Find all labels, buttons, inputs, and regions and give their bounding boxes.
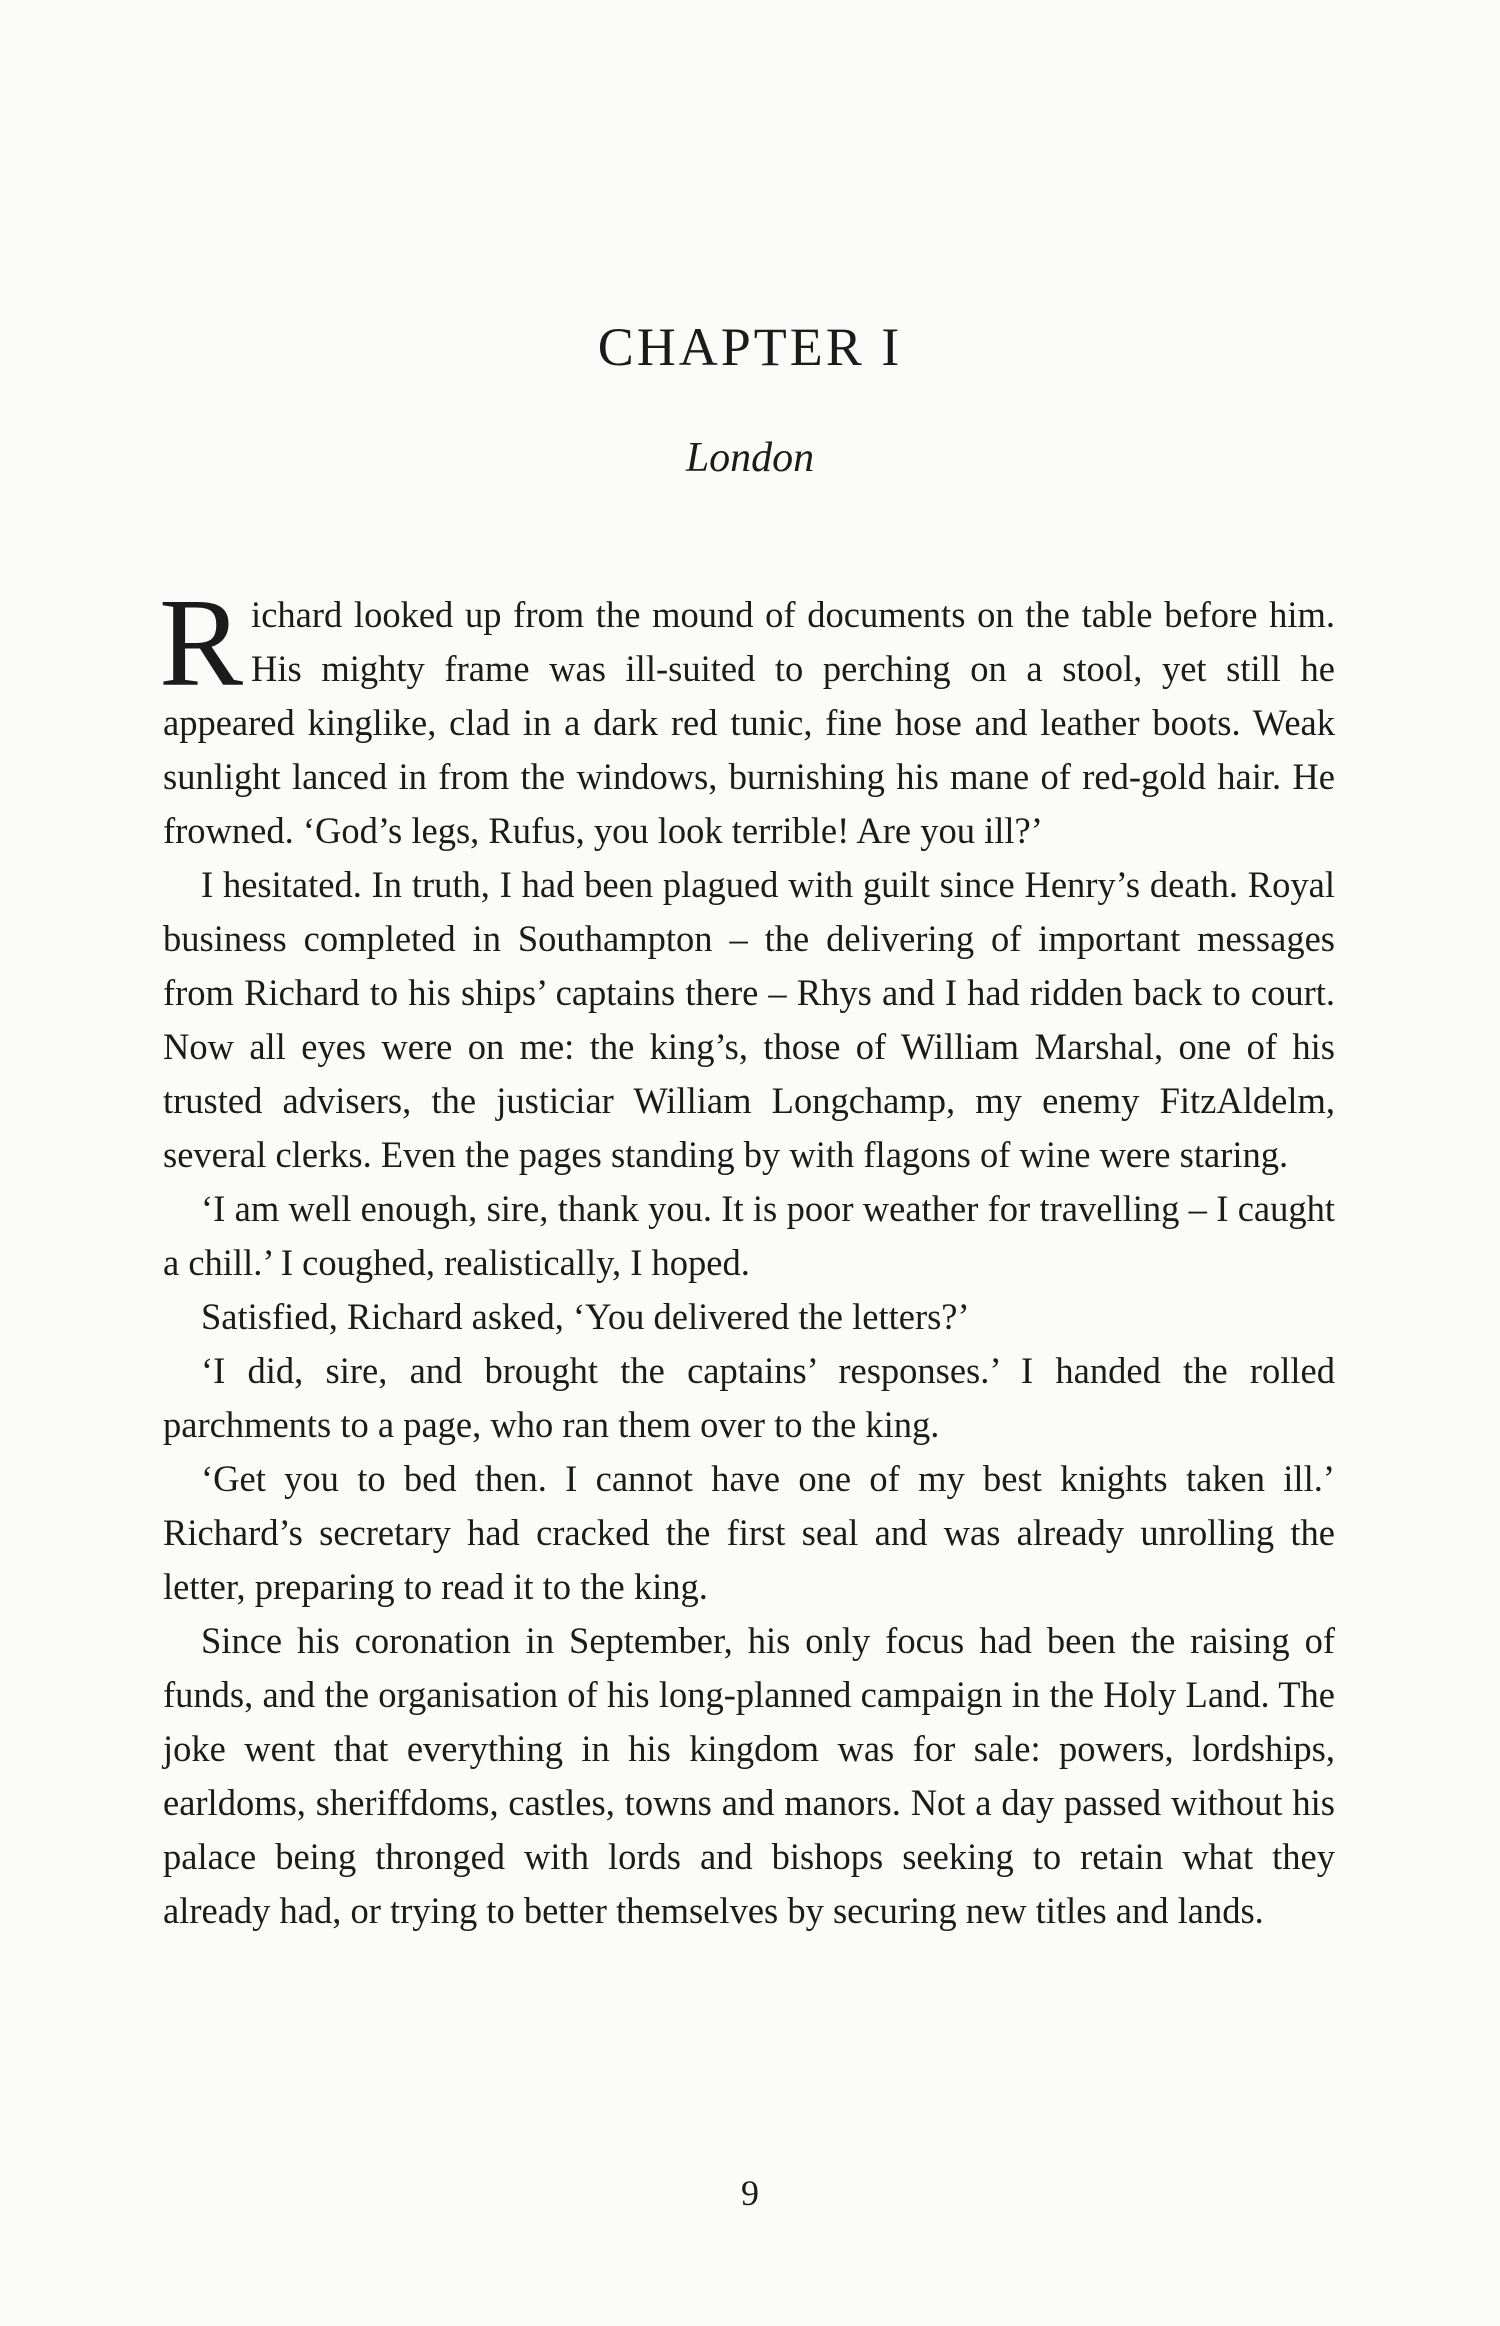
chapter-heading: CHAPTER I [597,317,903,377]
paragraph: ‘Get you to bed then. I cannot have one of my best knights taken ill.’ Richard’s secretary had cracked the first seal and was already unrolling the letter, preparing to read it to the king. [163,1458,1335,1607]
paragraph [159,574,1335,858]
body-text [159,574,1335,1938]
drop-cap: R [159,574,244,713]
paragraph: ‘I did, sire, and brought the captains’ responses.’ I handed the rolled parchments to a page, who ran them over to the king. [163,1350,1335,1445]
paragraph: Since his coronation in September, his only focus had been the raising of funds, and the organisation of his long-planned campaign in the Holy Land. The joke went that everything in his kingdom was for sale: powers, lordships, earldoms, sheriffdoms, castles, towns and manors. Not a day passed without his palace being thronged with lords and bishops seeking to retain what they already had, or trying to better themselves by securing new titles and lands. [163,1620,1335,1931]
paragraph: Satisfied, Richard asked, ‘You delivered the letters?’ [201,1296,970,1337]
paragraph-text: ichard looked up from the mound of documents on the table before him. His mighty frame was ill-suited to perching on a stool, yet still he appeared kinglike, clad in a dark red tunic, fine hose and leather boots. Weak sunlight lanced in from the windows, burnishing his mane of red-gold hair. He frowned. ‘God’s legs, Rufus, you look terrible! Are you ill?’ [163,594,1335,851]
page-number: 9 [741,2173,759,2213]
paragraph: I hesitated. In truth, I had been plagued with guilt since Henry’s death. Royal business completed in Southampton – the delivering of important messages from Richard to his ships’ captains there – Rhys and I had ridden back to court. Now all eyes were on me: the king’s, those of William Marshal, one of his trusted advisers, the justiciar William Longchamp, my enemy FitzAldelm, several clerks. Even the pages standing by with flagons of wine were staring. [163,864,1335,1175]
chapter-subtitle: London [685,435,815,481]
paragraph: ‘I am well enough, sire, thank you. It is poor weather for travelling – I caught a chill.’ I coughed, realistically, I hoped. [163,1188,1335,1283]
